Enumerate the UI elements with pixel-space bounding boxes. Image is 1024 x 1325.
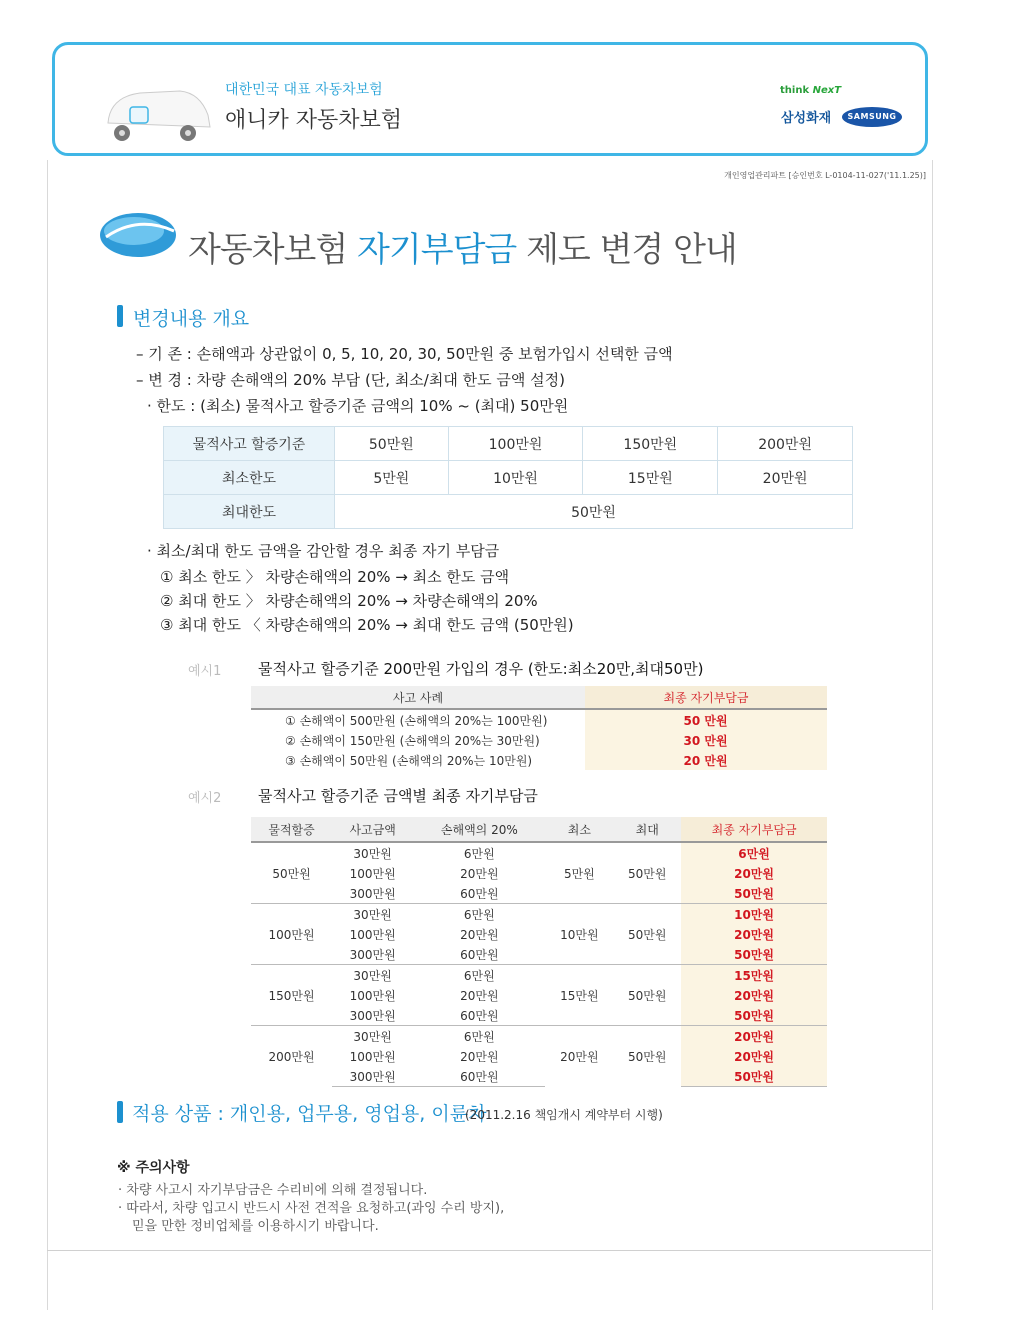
table-cell: 5만원 xyxy=(335,461,449,495)
table-row xyxy=(251,1066,827,1087)
table-cell: 50만원 xyxy=(251,842,332,904)
overview-line-limit: · 한도 : (최소) 물적사고 할증기준 금액의 10% ~ (최대) 50만원 xyxy=(147,397,569,415)
final-item-2: ② 최대 한도 〉 차량손해액의 20% → 차량손해액의 20% xyxy=(160,592,538,610)
table-cell: 200만원 xyxy=(251,1026,332,1087)
table-row xyxy=(164,461,853,495)
table-row xyxy=(164,495,853,529)
table-cell: 최소한도 xyxy=(164,461,335,495)
example2-title: 물적사고 할증기준 금액별 최종 자기부담금 xyxy=(258,787,538,805)
table-cell: 50만원 xyxy=(681,883,827,904)
table-cell: 50만원 xyxy=(613,1026,681,1087)
example1-title: 물적사고 할증기준 200만원 가입의 경우 (한도:최소20만,최대50만) xyxy=(258,660,704,678)
table-cell: 6만원 xyxy=(413,1026,545,1047)
caution-line-3: 믿을 만한 정비업체를 이용하시기 바랍니다. xyxy=(132,1219,379,1234)
table-cell: 10만원 xyxy=(448,461,583,495)
page-title xyxy=(188,222,737,271)
table-cell: 150만원 xyxy=(251,965,332,1026)
final-item-3: ③ 최대 한도 〈 차량손해액의 20% → 최대 한도 금액 (50만원) xyxy=(160,616,574,634)
table-cell: 50 만원 xyxy=(585,709,827,730)
table-row xyxy=(251,883,827,904)
table-cell: 100만원 xyxy=(349,866,396,881)
table-cell: 물적사고 할증기준 xyxy=(164,427,335,461)
table-cell: 60만원 xyxy=(460,947,499,962)
table-cell: 50만원 xyxy=(681,1066,827,1087)
caution-line-2: · 따라서, 차량 입고시 반드시 사전 견적을 요청하고(과잉 수리 방지), xyxy=(118,1201,505,1216)
page-bottom-rule xyxy=(47,1250,931,1251)
table-cell: 100만원 xyxy=(349,1049,396,1064)
table-cell: 50만원 xyxy=(681,1005,827,1026)
header-subtitle: 대한민국 대표 자동차보험 xyxy=(225,82,383,98)
example1-table xyxy=(251,686,827,770)
table-cell: 20만원 xyxy=(460,866,499,881)
caution-line-1: · 차량 사고시 자기부담금은 수리비에 의해 결정됩니다. xyxy=(118,1183,428,1198)
table-cell: 60만원 xyxy=(413,1066,545,1087)
swoosh-icon xyxy=(98,205,180,265)
header-banner xyxy=(52,42,928,156)
table-cell: 300만원 xyxy=(349,886,396,901)
table-cell: 15만원 xyxy=(545,965,613,1026)
table-cell: 6만원 xyxy=(413,965,545,986)
table-cell: ① 손해액이 500만원 (손해액의 20%는 100만원) xyxy=(285,713,548,728)
samsung-logo: SAMSUNG xyxy=(842,107,902,127)
table-cell: 20만원 xyxy=(460,1049,499,1064)
table-row xyxy=(251,1046,827,1066)
table-header: 손해액의 20% xyxy=(413,817,545,842)
table-cell: 200만원 xyxy=(718,427,853,461)
think-next: NexT xyxy=(812,85,842,96)
example1-label: 예시1 xyxy=(188,664,222,679)
table-cell: 5만원 xyxy=(545,842,613,904)
apply-products-title: 적용 상품 : 개인용, 업무용, 영업용, 이륜차 xyxy=(132,1103,487,1125)
table-row xyxy=(251,985,827,1005)
think-next-logo xyxy=(780,85,841,96)
table-header: 최종 자기부담금 xyxy=(681,817,827,842)
table-cell: 10만원 xyxy=(681,904,827,925)
section-bar xyxy=(117,1101,123,1123)
table-cell: 20만원 xyxy=(681,1046,827,1066)
table-row xyxy=(251,1026,827,1047)
apply-products-note: (2011.2.16 책임개시 계약부터 시행) xyxy=(465,1108,663,1122)
table-cell: 15만원 xyxy=(583,461,718,495)
table-cell: 100만원 xyxy=(251,904,332,965)
brand-name: 삼성화재 xyxy=(781,111,832,126)
final-item-1: ① 최소 한도 〉 차량손해액의 20% → 최소 한도 금액 xyxy=(160,568,510,586)
think-prefix: think xyxy=(780,85,810,96)
table-cell: 60만원 xyxy=(460,886,499,901)
table-cell: 50만원 xyxy=(613,965,681,1026)
table-cell: ③ 손해액이 50만원 (손해액의 20%는 10만원) xyxy=(285,753,533,768)
table-header: 물적할증 xyxy=(251,817,332,842)
table-row xyxy=(251,842,827,863)
table-row xyxy=(251,904,827,925)
table-cell: 20만원 xyxy=(681,985,827,1005)
table-cell: 60만원 xyxy=(460,1008,499,1023)
table-row xyxy=(251,863,827,883)
table-row xyxy=(251,750,827,770)
table-header: 최소 xyxy=(545,817,613,842)
table-cell: 20만원 xyxy=(681,863,827,883)
table-cell: 100만원 xyxy=(448,427,583,461)
table-row xyxy=(251,730,827,750)
final-heading: · 최소/최대 한도 금액을 감안할 경우 최종 자기 부담금 xyxy=(147,542,500,560)
table-row xyxy=(251,709,827,730)
table-cell: 20만원 xyxy=(681,924,827,944)
overview-heading: 변경내용 개요 xyxy=(133,308,250,330)
table-cell: 50만원 xyxy=(335,427,449,461)
table-cell: 100만원 xyxy=(349,988,396,1003)
table-cell: 10만원 xyxy=(545,904,613,965)
section-bar xyxy=(117,305,123,327)
table-cell: 20만원 xyxy=(460,927,499,942)
example2-label: 예시2 xyxy=(188,791,222,806)
table-cell: 300만원 xyxy=(349,947,396,962)
table-header: 최대 xyxy=(613,817,681,842)
table-cell: 50만원 xyxy=(681,944,827,965)
limit-table xyxy=(163,426,853,529)
table-cell: 20 만원 xyxy=(585,750,827,770)
table-cell: 20만원 xyxy=(681,1026,827,1047)
table-cell: 15만원 xyxy=(681,965,827,986)
table-cell: 150만원 xyxy=(583,427,718,461)
table-cell: 20만원 xyxy=(460,988,499,1003)
table-row xyxy=(251,965,827,986)
table-row xyxy=(251,817,827,842)
table-cell: 300만원 xyxy=(332,1066,413,1087)
table-cell: 300만원 xyxy=(349,1008,396,1023)
table-cell: 6만원 xyxy=(413,904,545,925)
table-row xyxy=(251,686,827,709)
table-cell: 30만원 xyxy=(332,1026,413,1047)
table-cell: 30만원 xyxy=(332,904,413,925)
title-part1: 자동차보험 xyxy=(188,230,358,270)
table-cell: 50만원 xyxy=(613,842,681,904)
caution-title: ※ 주의사항 xyxy=(117,1160,190,1176)
table-header: 최종 자기부담금 xyxy=(585,686,827,709)
table-cell: 30만원 xyxy=(332,842,413,863)
table-cell: 50만원 xyxy=(335,495,853,529)
table-cell: 6만원 xyxy=(681,842,827,863)
table-row xyxy=(164,427,853,461)
table-cell: 최대한도 xyxy=(164,495,335,529)
table-cell: 6만원 xyxy=(413,842,545,863)
car-icon xyxy=(100,75,220,145)
example2-table xyxy=(251,817,827,1087)
table-cell: ② 손해액이 150만원 (손해액의 20%는 30만원) xyxy=(285,733,540,748)
table-cell: 100만원 xyxy=(349,927,396,942)
table-header: 사고 사례 xyxy=(251,686,585,709)
table-cell: 30 만원 xyxy=(585,730,827,750)
approval-number: 개인영업관리파트 [승인번호 L-0104-11-027('11.1.25)] xyxy=(724,171,926,180)
table-cell: 30만원 xyxy=(332,965,413,986)
title-part2: 제도 변경 안내 xyxy=(516,230,737,270)
table-cell: 50만원 xyxy=(613,904,681,965)
overview-line-existing: – 기 존 : 손해액과 상관없이 0, 5, 10, 20, 30, 50만원 중 보험가입시 선택한 금액 xyxy=(136,345,673,363)
header-title: 애니카 자동차보험 xyxy=(225,108,403,133)
table-row xyxy=(251,1005,827,1026)
table-cell: 20만원 xyxy=(545,1026,613,1087)
table-cell: 20만원 xyxy=(718,461,853,495)
table-header: 사고금액 xyxy=(332,817,413,842)
overview-line-change: – 변 경 : 차량 손해액의 20% 부담 (단, 최소/최대 한도 금액 설정) xyxy=(136,371,565,389)
table-row xyxy=(251,924,827,944)
title-highlight: 자기부담금 xyxy=(357,230,517,270)
table-row xyxy=(251,944,827,965)
